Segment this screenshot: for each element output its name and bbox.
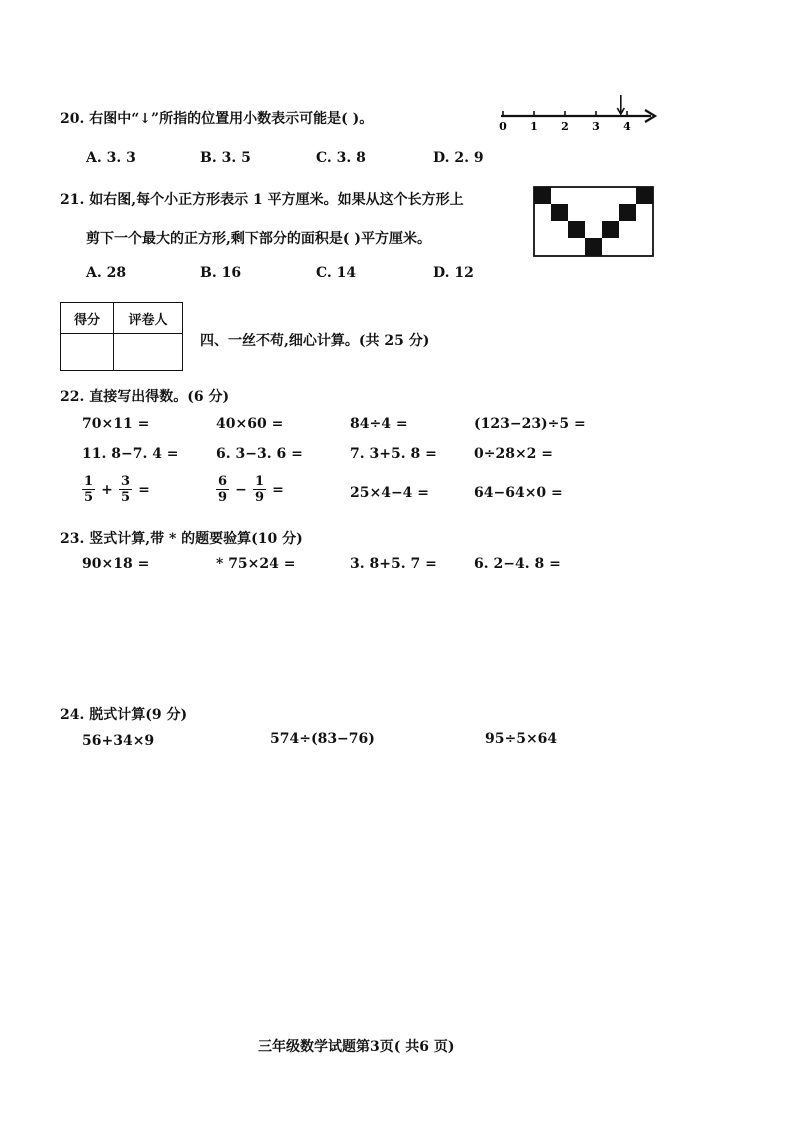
q20-stem: 20. 右图中“↓”所指的位置用小数表示可能是( )。 bbox=[60, 111, 374, 127]
q21-stem-line1: 21. 如右图,每个小正方形表示 1 平方厘米。如果从这个长方形上 bbox=[60, 192, 464, 208]
shaded-square bbox=[602, 221, 619, 238]
q24-item: 56+34×9 bbox=[82, 733, 155, 749]
q21-option-b[interactable]: B. 16 bbox=[200, 265, 242, 281]
q20-option-b[interactable]: B. 3. 5 bbox=[200, 150, 251, 166]
q22-expr: 11. 8−7. 4 = bbox=[82, 446, 179, 462]
q21-option-a[interactable]: A. 28 bbox=[86, 265, 127, 281]
q24-item: 574÷(83−76) bbox=[270, 731, 375, 747]
q22-expr: 25×4−4 = bbox=[350, 485, 430, 501]
q22-expr: 7. 3+5. 8 = bbox=[350, 446, 437, 462]
score-field[interactable] bbox=[61, 334, 114, 371]
score-box bbox=[60, 302, 183, 371]
q22-expr: 70×11 = bbox=[82, 416, 150, 432]
fraction: $\frac{3}{5}$ bbox=[120, 474, 131, 505]
fraction: $\frac{1}{5}$ bbox=[84, 474, 94, 505]
shaded-square bbox=[568, 221, 585, 238]
q20-option-a[interactable]: A. 3. 3 bbox=[86, 150, 136, 166]
q22-fraction-expr-2: $\frac{6}{9}$ − $\frac{1}{9}$ = bbox=[218, 474, 284, 505]
q23-title: 23. 竖式计算,带 * 的题要验算(10 分) bbox=[60, 531, 303, 547]
q23-item: 90×18 = bbox=[82, 556, 150, 572]
q22-expr: (123−23)÷5 = bbox=[474, 416, 586, 432]
down-arrow-icon bbox=[617, 95, 624, 114]
q20-option-c[interactable]: C. 3. 8 bbox=[316, 150, 366, 166]
number-line-tick-label: 0 bbox=[499, 120, 507, 133]
q21-option-d[interactable]: D. 12 bbox=[433, 265, 474, 281]
grader-label: 评卷人 bbox=[114, 303, 183, 334]
q24-title: 24. 脱式计算(9 分) bbox=[60, 707, 188, 723]
q23-item: 3. 8+5. 7 = bbox=[350, 556, 437, 572]
shaded-square bbox=[551, 204, 568, 221]
grader-field[interactable] bbox=[114, 334, 183, 371]
q22-title: 22. 直接写出得数。(6 分) bbox=[60, 389, 230, 405]
q23-item: * 75×24 = bbox=[216, 556, 296, 572]
q22-expr: 64−64×0 = bbox=[474, 485, 563, 501]
q20-option-d[interactable]: D. 2. 9 bbox=[433, 150, 484, 166]
number-line-tick-label: 4 bbox=[623, 120, 631, 133]
number-line-tick-label: 1 bbox=[530, 120, 538, 133]
q21-stem-line2: 剪下一个最大的正方形,剩下部分的面积是( )平方厘米。 bbox=[86, 231, 431, 247]
shaded-square bbox=[585, 238, 602, 256]
q23-item: 6. 2−4. 8 = bbox=[474, 556, 561, 572]
q22-fraction-expr-1: $\frac{1}{5}$ + $\frac{3}{5}$ = bbox=[84, 474, 150, 505]
q21-option-c[interactable]: C. 14 bbox=[316, 265, 357, 281]
score-label: 得分 bbox=[61, 303, 114, 334]
shaded-square bbox=[619, 204, 636, 221]
q22-expr: 40×60 = bbox=[216, 416, 284, 432]
grid-rectangle-figure bbox=[533, 186, 655, 258]
number-line-tick-label: 2 bbox=[561, 120, 569, 133]
q22-expr: 6. 3−3. 6 = bbox=[216, 446, 303, 462]
number-line-ticks bbox=[499, 111, 631, 133]
number-line-tick-label: 3 bbox=[592, 120, 600, 133]
q22-expr: 0÷28×2 = bbox=[474, 446, 554, 462]
q24-item: 95÷5×64 bbox=[485, 731, 558, 747]
shaded-square bbox=[636, 187, 653, 204]
shaded-square bbox=[534, 187, 551, 204]
page-footer: 三年级数学试题第3页( 共6 页) bbox=[258, 1039, 455, 1055]
number-line bbox=[495, 94, 665, 134]
q22-expr: 84÷4 = bbox=[350, 416, 408, 432]
fraction: $\frac{1}{9}$ bbox=[254, 474, 265, 505]
section-4-title: 四、一丝不苟,细心计算。(共 25 分) bbox=[200, 333, 430, 349]
fraction: $\frac{6}{9}$ bbox=[218, 474, 228, 505]
